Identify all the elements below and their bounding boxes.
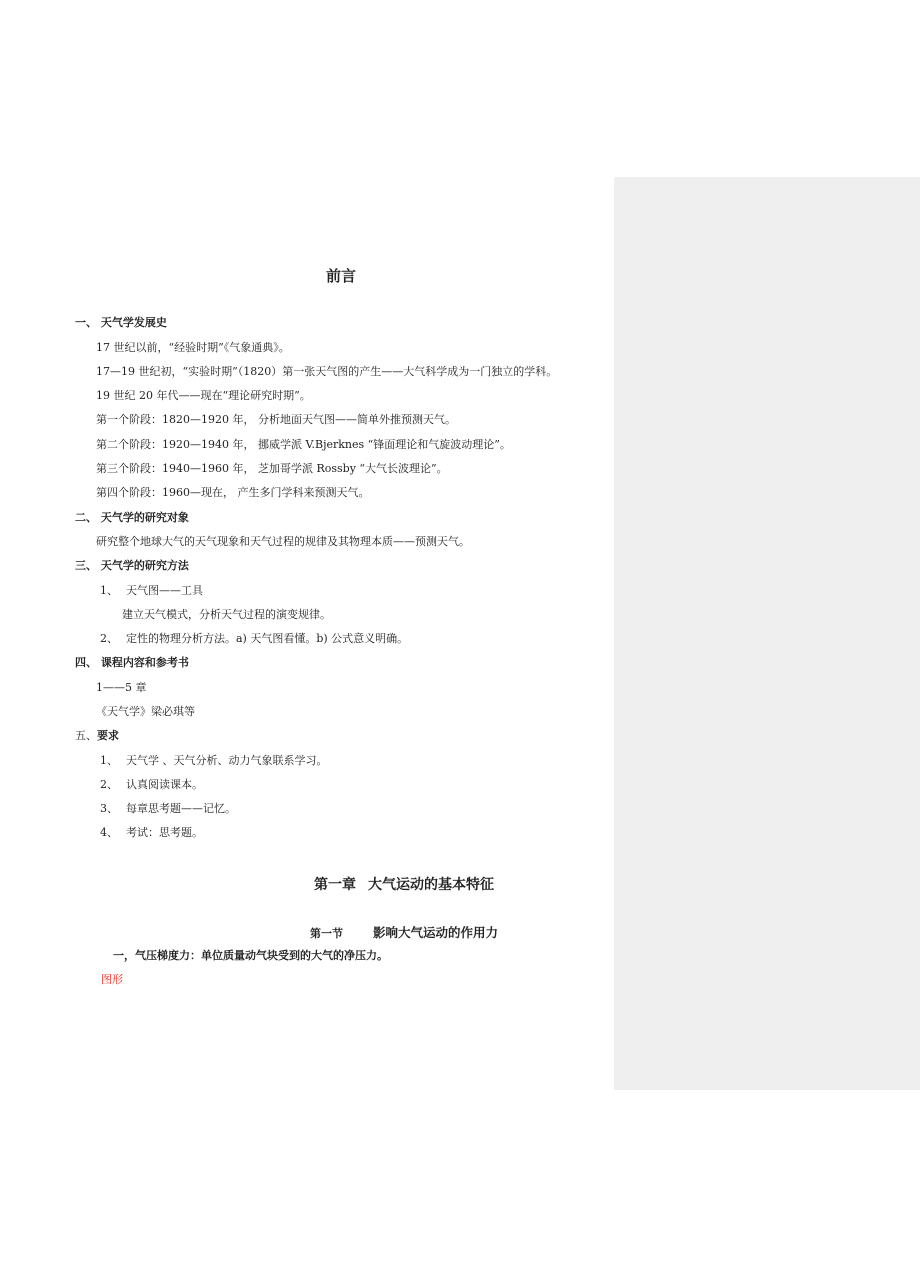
comment-margin-pane — [614, 177, 920, 1090]
section-title — [310, 923, 498, 941]
history-line-5: 第二个阶段：1920—1940 年， 挪威学派 V.Bjerknes “锋面理论和气旋波动理论”。 — [96, 438, 511, 451]
figure-placeholder: 图形 — [101, 973, 123, 986]
chapter-label: 第一章 — [314, 877, 356, 893]
section-name: 影响大气运动的作用力 — [373, 925, 499, 940]
requirement-item-2-text: 认真阅读课本。 — [126, 778, 203, 791]
history-line-4: 第一个阶段：1820—1920 年， 分析地面天气图——简单外推预测天气。 — [96, 413, 456, 426]
method-item-2-num: 2、 — [100, 632, 118, 645]
requirement-item-4 — [100, 826, 203, 840]
history-line-1: 17 世纪以前，“经验时期”《气象通典》。 — [96, 341, 290, 354]
object-line-1: 研究整个地球大气的天气现象和天气过程的规律及其物理本质——预测天气。 — [96, 535, 470, 548]
requirement-item-1 — [100, 754, 328, 768]
section-heading-history: 一、 天气学发展史 — [75, 316, 167, 329]
requirement-item-1-num: 1、 — [100, 754, 118, 767]
requirement-item-4-text: 考试：思考题。 — [126, 826, 203, 839]
requirement-item-1-text: 天气学 、天气分析、动力气象联系学习。 — [126, 754, 328, 767]
course-line-2: 《天气学》梁必琪等 — [96, 705, 195, 718]
history-line-2: 17—19 世纪初，“实验时期”（1820）第一张天气图的产生——大气科学成为一门独立的学科。 — [96, 365, 558, 378]
pressure-gradient-point: 一，气压梯度力：单位质量动气块受到的大气的净压力。 — [113, 949, 388, 962]
method-item-2-text: 定性的物理分析方法。a) 天气图看懂。b) 公式意义明确。 — [126, 632, 409, 645]
chapter-name: 大气运动的基本特征 — [368, 877, 494, 893]
course-line-1: 1——5 章 — [96, 681, 147, 694]
requirement-item-2-num: 2、 — [100, 778, 118, 791]
requirement-item-2 — [100, 778, 203, 792]
section-heading-object: 二、 天气学的研究对象 — [75, 511, 189, 524]
requirement-item-4-num: 4、 — [100, 826, 118, 839]
method-item-2 — [100, 632, 408, 646]
method-item-1-detail: 建立天气模式，分析天气过程的演变规律。 — [122, 608, 331, 621]
chapter-title — [0, 874, 808, 894]
requirement-item-3-num: 3、 — [100, 802, 118, 815]
section-heading-requirements — [75, 729, 119, 743]
method-item-1-text: 天气图——工具 — [126, 584, 203, 597]
requirements-prefix: 五、 — [75, 729, 97, 742]
requirement-item-3-text: 每章思考题——记忆。 — [126, 802, 236, 815]
history-line-6: 第三个阶段：1940—1960 年， 芝加哥学派 Rossby “大气长波理论”。 — [96, 462, 448, 475]
section-label: 第一节 — [310, 927, 343, 940]
history-line-7: 第四个阶段：1960—现在， 产生多门学科来预测天气。 — [96, 486, 370, 499]
history-line-3: 19 世纪 20 年代——现在“理论研究时期”。 — [96, 389, 311, 402]
section-heading-course: 四、 课程内容和参考书 — [75, 656, 189, 669]
method-item-1 — [100, 584, 203, 598]
section-heading-method: 三、 天气学的研究方法 — [75, 559, 189, 572]
method-item-1-num: 1、 — [100, 584, 118, 597]
requirement-item-3 — [100, 802, 236, 816]
preface-title: 前言 — [325, 267, 356, 285]
requirements-label: 要求 — [97, 729, 119, 742]
